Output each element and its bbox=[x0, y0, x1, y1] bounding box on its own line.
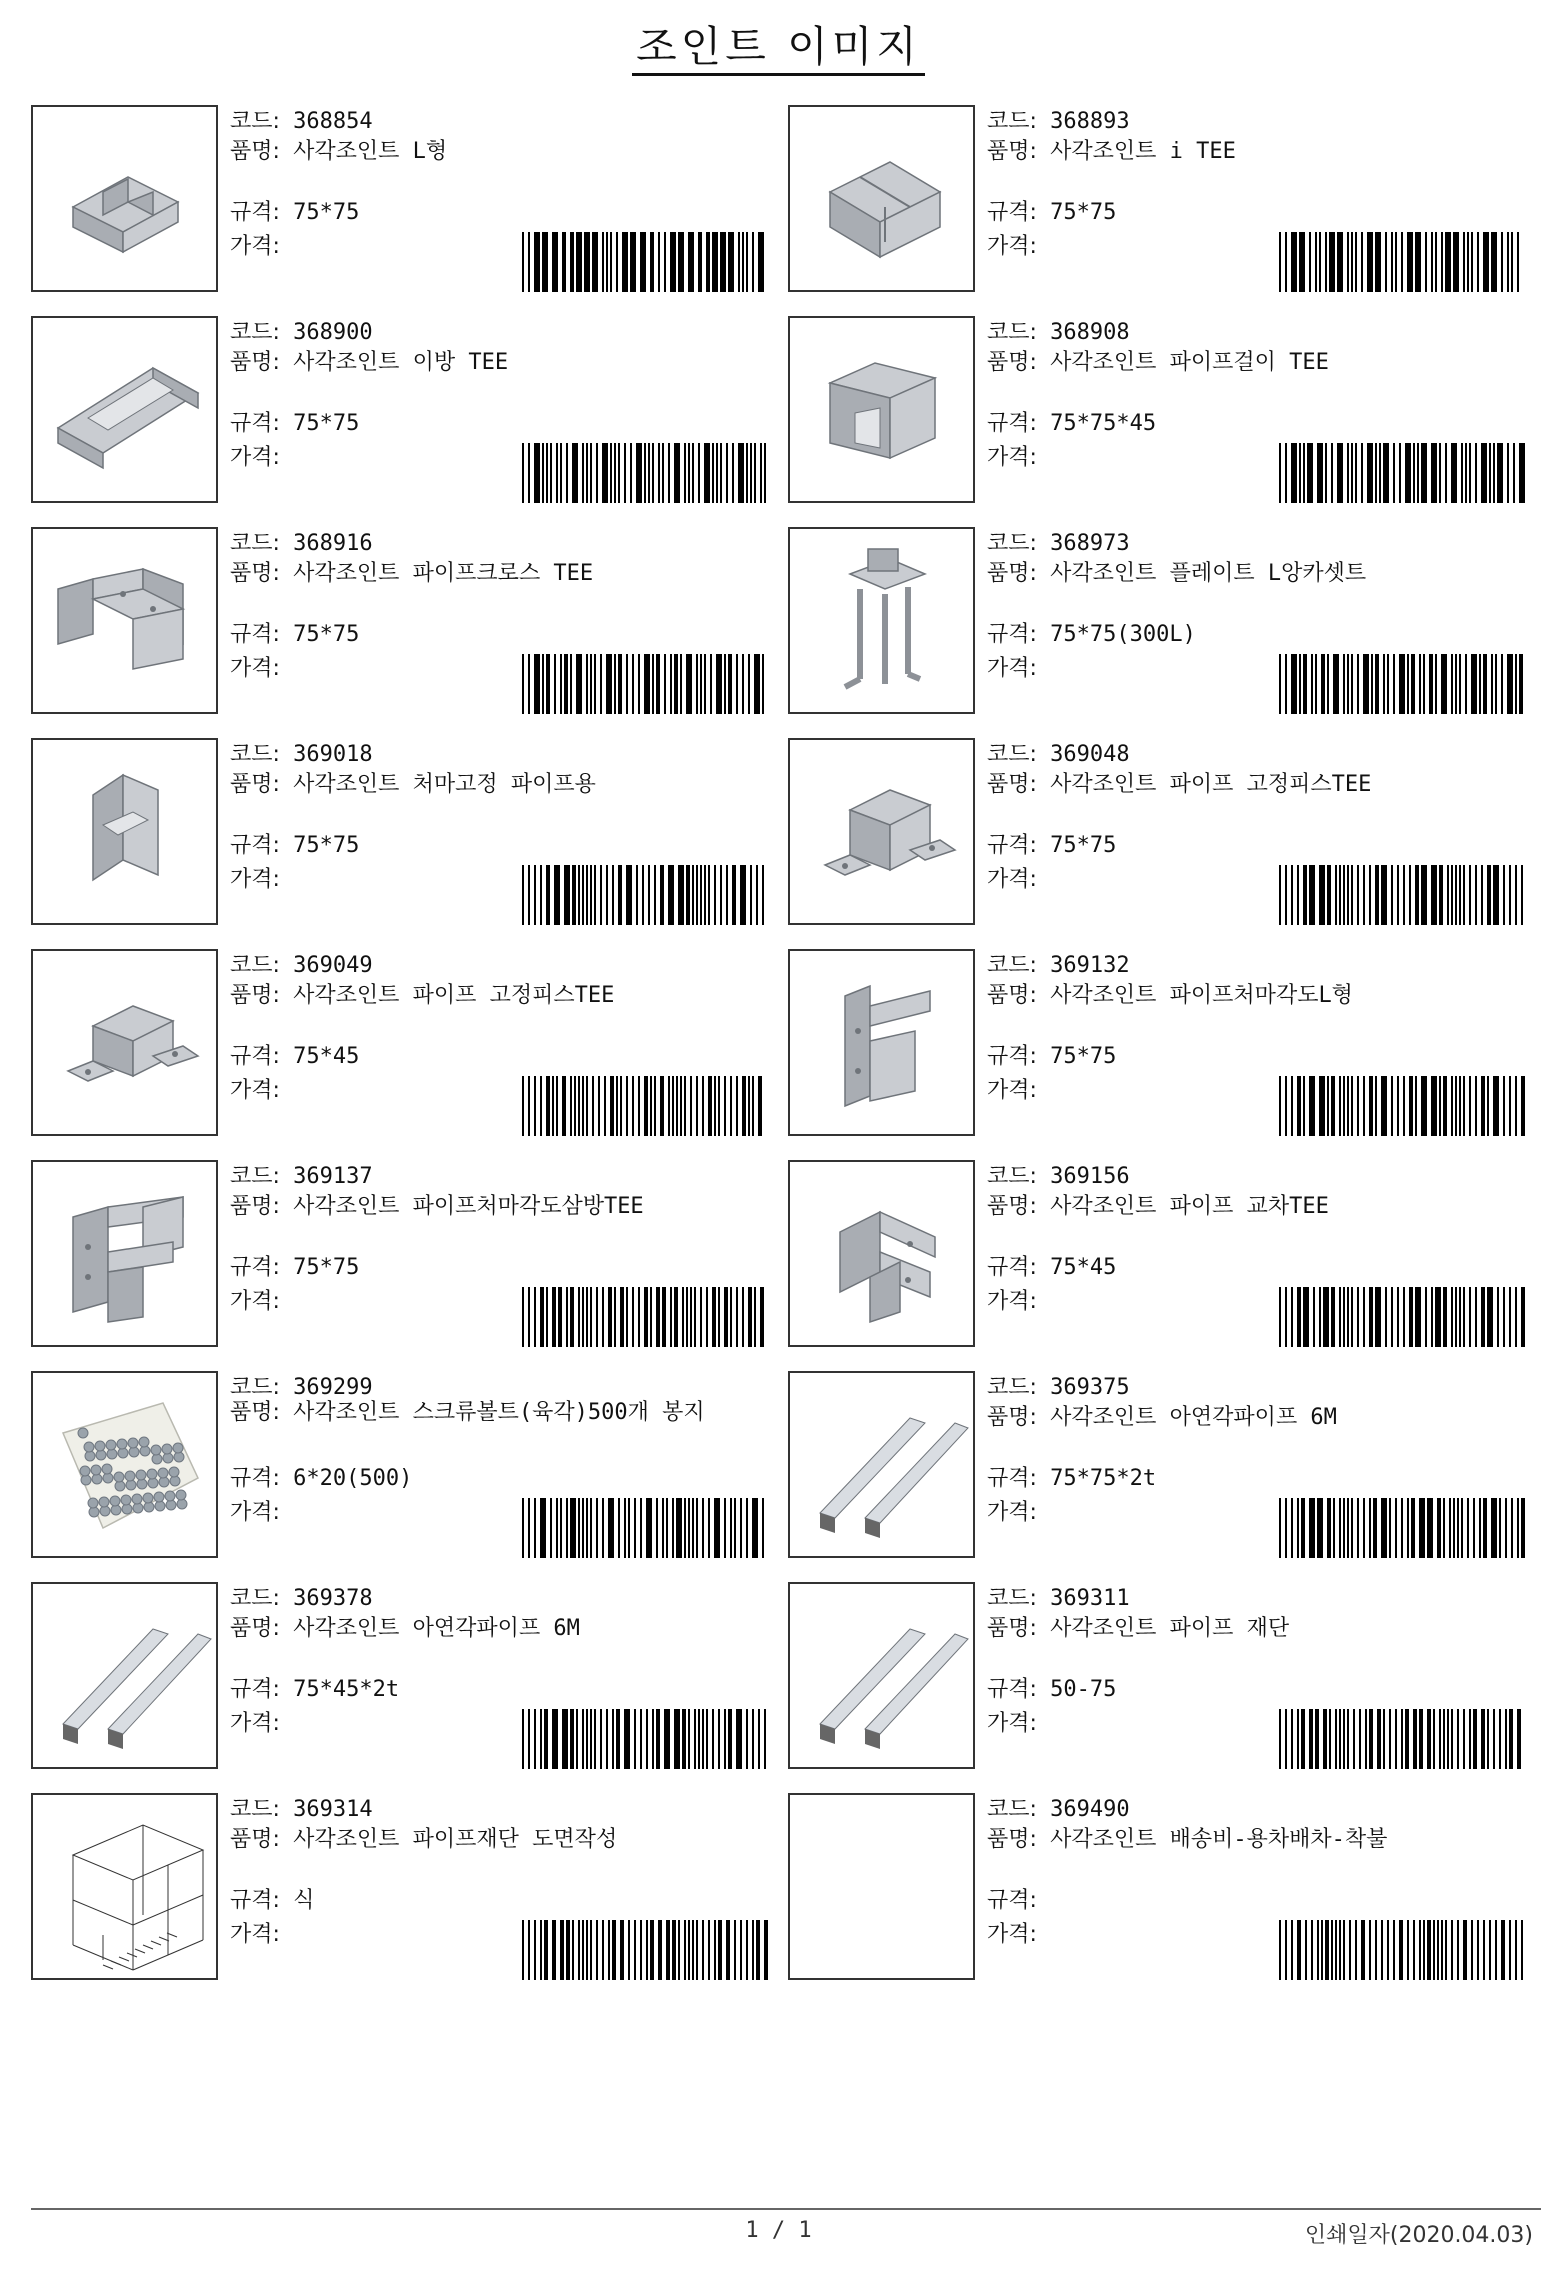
product-spec-row bbox=[230, 1253, 359, 1283]
product-image-two-way-tee bbox=[33, 318, 216, 501]
price-label: 가격: bbox=[230, 1078, 280, 1103]
product-spec-row bbox=[987, 620, 1196, 650]
product-price-row bbox=[230, 443, 280, 473]
barcode bbox=[522, 1709, 770, 1769]
product-code-row bbox=[987, 107, 1130, 137]
product-spec-row bbox=[230, 1042, 359, 1072]
barcode-graphic bbox=[522, 865, 770, 925]
product-image-square-pipe bbox=[790, 1373, 973, 1556]
code-label: 코드: bbox=[230, 1164, 280, 1189]
product-image bbox=[31, 1793, 218, 1980]
barcode bbox=[1279, 443, 1527, 503]
barcode-graphic bbox=[1279, 1709, 1527, 1769]
price-label: 가격: bbox=[230, 1500, 280, 1525]
product-name: 사각조인트 아연각파이프 6M bbox=[1050, 1405, 1337, 1430]
product-image bbox=[31, 738, 218, 925]
product-spec-row bbox=[987, 409, 1156, 439]
code-label: 코드: bbox=[230, 742, 280, 767]
product-image bbox=[31, 949, 218, 1136]
product-code: 369299 bbox=[293, 1375, 373, 1400]
product-code: 368854 bbox=[293, 109, 373, 134]
product-name-row bbox=[987, 1614, 1289, 1644]
product-spec: 75*45 bbox=[293, 1044, 360, 1069]
product-image-eave-angle-3way bbox=[33, 1162, 216, 1345]
name-label: 품명: bbox=[987, 1405, 1037, 1430]
product-image bbox=[31, 1582, 218, 1769]
product-spec-row bbox=[987, 1886, 1037, 1916]
spec-label: 규격: bbox=[987, 833, 1037, 858]
product-price-row bbox=[987, 1076, 1037, 1106]
barcode bbox=[1279, 1709, 1527, 1769]
product-name-row bbox=[230, 1825, 617, 1855]
spec-label: 규격: bbox=[230, 833, 280, 858]
code-label: 코드: bbox=[230, 109, 280, 134]
name-label: 품명: bbox=[987, 1194, 1037, 1219]
product-spec: 75*75 bbox=[1050, 200, 1117, 225]
barcode bbox=[1279, 1498, 1527, 1558]
name-label: 품명: bbox=[230, 772, 280, 797]
product-name-row bbox=[987, 559, 1366, 589]
product-name-row bbox=[230, 559, 593, 589]
product-image bbox=[788, 1371, 975, 1558]
barcode bbox=[1279, 865, 1527, 925]
product-name: 사각조인트 파이프 교차TEE bbox=[1050, 1194, 1329, 1219]
product-code-row bbox=[230, 529, 373, 559]
product-card bbox=[788, 1371, 1528, 1563]
product-name: 사각조인트 파이프재단 도면작성 bbox=[293, 1827, 618, 1852]
code-label: 코드: bbox=[987, 109, 1037, 134]
product-code-row bbox=[230, 1373, 373, 1403]
product-name-row bbox=[987, 981, 1353, 1011]
product-spec: 75*75 bbox=[293, 833, 360, 858]
barcode bbox=[1279, 654, 1527, 714]
spec-label: 규격: bbox=[987, 1466, 1037, 1491]
product-spec-row bbox=[230, 409, 359, 439]
product-code: 369490 bbox=[1050, 1797, 1130, 1822]
product-price-row bbox=[987, 1498, 1037, 1528]
product-image-frame-drawing bbox=[33, 1795, 216, 1978]
spec-label: 규격: bbox=[230, 411, 280, 436]
product-code: 369132 bbox=[1050, 953, 1130, 978]
product-image bbox=[788, 1793, 975, 1980]
barcode-graphic bbox=[522, 443, 770, 503]
product-name-row bbox=[987, 348, 1329, 378]
product-code-row bbox=[987, 1162, 1130, 1192]
product-name-row bbox=[987, 1403, 1337, 1433]
product-image bbox=[31, 105, 218, 292]
product-code-row bbox=[987, 1584, 1130, 1614]
product-image-square-pipe bbox=[790, 1584, 973, 1767]
product-code: 369311 bbox=[1050, 1586, 1130, 1611]
product-spec: 50-75 bbox=[1050, 1677, 1117, 1702]
code-label: 코드: bbox=[230, 531, 280, 556]
product-name-row bbox=[230, 1401, 770, 1425]
page-number: 1 / 1 bbox=[745, 2218, 812, 2243]
product-name: 사각조인트 처마고정 파이프용 bbox=[293, 772, 596, 797]
product-price-row bbox=[230, 865, 280, 895]
barcode-graphic bbox=[522, 1498, 770, 1558]
product-name-row bbox=[987, 137, 1236, 167]
product-name: 사각조인트 플레이트 L앙카셋트 bbox=[1050, 561, 1367, 586]
product-image-i-tee bbox=[790, 107, 973, 290]
product-name: 사각조인트 이방 TEE bbox=[293, 350, 509, 375]
name-label: 품명: bbox=[230, 139, 280, 164]
product-name-row bbox=[230, 1192, 644, 1222]
code-label: 코드: bbox=[987, 320, 1037, 345]
product-spec-row bbox=[230, 620, 359, 650]
spec-label: 규격: bbox=[987, 1044, 1037, 1069]
product-image bbox=[31, 527, 218, 714]
product-code-row bbox=[230, 107, 373, 137]
barcode bbox=[522, 232, 770, 292]
spec-label: 규격: bbox=[987, 200, 1037, 225]
name-label: 품명: bbox=[230, 1194, 280, 1219]
product-name-row bbox=[987, 1825, 1387, 1855]
name-label: 품명: bbox=[230, 561, 280, 586]
product-card bbox=[31, 105, 771, 297]
price-label: 가격: bbox=[987, 867, 1037, 892]
barcode bbox=[522, 865, 770, 925]
product-image-blank bbox=[790, 1795, 973, 1978]
product-code: 368916 bbox=[293, 531, 373, 556]
spec-label: 규격: bbox=[230, 622, 280, 647]
product-code-row bbox=[987, 1373, 1130, 1403]
product-code: 369048 bbox=[1050, 742, 1130, 767]
product-spec: 75*75 bbox=[1050, 833, 1117, 858]
product-name: 사각조인트 L형 bbox=[293, 139, 448, 164]
product-code-row bbox=[230, 1795, 373, 1825]
print-date: 인쇄일자(2020.04.03) bbox=[1304, 2223, 1533, 2248]
product-price-row bbox=[230, 1498, 280, 1528]
product-code-row bbox=[230, 1162, 373, 1192]
product-spec: 75*75*2t bbox=[1050, 1466, 1157, 1491]
product-card bbox=[788, 738, 1528, 930]
spec-label: 규격: bbox=[230, 1044, 280, 1069]
name-label: 품명: bbox=[987, 772, 1037, 797]
barcode-graphic bbox=[1279, 1287, 1527, 1347]
product-name: 사각조인트 스크류볼트(육각)500개 봉지 bbox=[293, 1400, 705, 1425]
product-image-fix-piece-tee bbox=[790, 740, 973, 923]
product-name-row bbox=[230, 1614, 580, 1644]
barcode bbox=[522, 1076, 770, 1136]
product-image bbox=[788, 105, 975, 292]
product-card bbox=[788, 105, 1528, 297]
product-name: 사각조인트 파이프처마각도삼방TEE bbox=[293, 1194, 644, 1219]
product-spec: 75*75*45 bbox=[1050, 411, 1157, 436]
footer-divider bbox=[31, 2208, 1541, 2210]
product-spec-row bbox=[987, 198, 1116, 228]
product-card bbox=[788, 1793, 1528, 1985]
product-spec: 75*45 bbox=[1050, 1255, 1117, 1280]
product-spec-row bbox=[987, 1675, 1116, 1705]
product-price-row bbox=[987, 1709, 1037, 1739]
product-name-row bbox=[987, 1192, 1329, 1222]
barcode bbox=[522, 443, 770, 503]
product-code-row bbox=[230, 1584, 373, 1614]
product-image-cross-tee bbox=[790, 1162, 973, 1345]
barcode-graphic bbox=[1279, 1920, 1527, 1980]
product-image-fix-piece-tee-small bbox=[33, 951, 216, 1134]
barcode-graphic bbox=[522, 1076, 770, 1136]
product-name-row bbox=[230, 981, 614, 1011]
product-code: 369049 bbox=[293, 953, 373, 978]
product-spec: 75*45*2t bbox=[293, 1677, 400, 1702]
product-name: 사각조인트 파이프걸이 TEE bbox=[1050, 350, 1329, 375]
product-price-row bbox=[230, 1287, 280, 1317]
barcode-graphic bbox=[522, 1709, 770, 1769]
product-image-eave-angle-l bbox=[790, 951, 973, 1134]
code-label: 코드: bbox=[230, 320, 280, 345]
product-image-eave-fix bbox=[33, 740, 216, 923]
page-title: 조인트 이미지 bbox=[0, 14, 1557, 74]
name-label: 품명: bbox=[987, 561, 1037, 586]
product-image-anchor-set bbox=[790, 529, 973, 712]
code-label: 코드: bbox=[230, 953, 280, 978]
product-code: 368908 bbox=[1050, 320, 1130, 345]
product-name: 사각조인트 파이프크로스 TEE bbox=[293, 561, 594, 586]
product-price-row bbox=[987, 865, 1037, 895]
product-card bbox=[31, 949, 771, 1141]
price-label: 가격: bbox=[230, 234, 280, 259]
product-card bbox=[788, 949, 1528, 1141]
code-label: 코드: bbox=[987, 1797, 1037, 1822]
barcode-graphic bbox=[1279, 1076, 1527, 1136]
product-code: 369137 bbox=[293, 1164, 373, 1189]
price-label: 가격: bbox=[230, 1711, 280, 1736]
product-price-row bbox=[987, 443, 1037, 473]
spec-label: 규격: bbox=[230, 1466, 280, 1491]
product-price-row bbox=[230, 654, 280, 684]
product-code-row bbox=[987, 318, 1130, 348]
product-spec: 75*75 bbox=[293, 200, 360, 225]
product-spec-row bbox=[230, 198, 359, 228]
product-spec: 6*20(500) bbox=[293, 1466, 413, 1491]
product-spec-row bbox=[230, 1886, 314, 1916]
product-price-row bbox=[230, 1709, 280, 1739]
barcode-graphic bbox=[522, 1287, 770, 1347]
product-spec: 75*75 bbox=[293, 622, 360, 647]
product-card bbox=[788, 316, 1528, 508]
product-card bbox=[31, 1582, 771, 1774]
product-image bbox=[788, 527, 975, 714]
product-spec: 식 bbox=[293, 1888, 315, 1913]
product-code: 369378 bbox=[293, 1586, 373, 1611]
product-spec-row bbox=[987, 1464, 1156, 1494]
code-label: 코드: bbox=[987, 742, 1037, 767]
barcode-graphic bbox=[1279, 1498, 1527, 1558]
product-price-row bbox=[230, 1920, 280, 1950]
product-image bbox=[788, 1160, 975, 1347]
product-name: 사각조인트 파이프 고정피스TEE bbox=[293, 983, 615, 1008]
barcode-graphic bbox=[1279, 443, 1527, 503]
spec-label: 규격: bbox=[230, 1677, 280, 1702]
product-price-row bbox=[987, 654, 1037, 684]
barcode bbox=[522, 654, 770, 714]
price-label: 가격: bbox=[987, 1711, 1037, 1736]
product-card bbox=[788, 1582, 1528, 1774]
name-label: 품명: bbox=[987, 1827, 1037, 1852]
name-label: 품명: bbox=[230, 983, 280, 1008]
product-code: 368893 bbox=[1050, 109, 1130, 134]
spec-label: 규격: bbox=[987, 622, 1037, 647]
product-spec-row bbox=[987, 1253, 1116, 1283]
name-label: 품명: bbox=[987, 983, 1037, 1008]
barcode-graphic bbox=[1279, 865, 1527, 925]
spec-label: 규격: bbox=[230, 1255, 280, 1280]
name-label: 품명: bbox=[987, 350, 1037, 375]
product-code: 369018 bbox=[293, 742, 373, 767]
barcode bbox=[1279, 232, 1527, 292]
barcode-graphic bbox=[1279, 654, 1527, 714]
product-price-row bbox=[230, 232, 280, 262]
barcode bbox=[1279, 1920, 1527, 1980]
price-label: 가격: bbox=[987, 1078, 1037, 1103]
barcode bbox=[1279, 1076, 1527, 1136]
name-label: 품명: bbox=[987, 1616, 1037, 1641]
product-name: 사각조인트 파이프 재단 bbox=[1050, 1616, 1290, 1641]
product-code-row bbox=[987, 529, 1130, 559]
name-label: 품명: bbox=[230, 1400, 280, 1425]
price-label: 가격: bbox=[230, 1289, 280, 1314]
product-image-pipe-hanger-tee bbox=[790, 318, 973, 501]
product-image-pipe-cross-tee bbox=[33, 529, 216, 712]
price-label: 가격: bbox=[230, 1922, 280, 1947]
product-card bbox=[788, 527, 1528, 719]
product-code: 369314 bbox=[293, 1797, 373, 1822]
product-card bbox=[788, 1160, 1528, 1352]
price-label: 가격: bbox=[987, 1289, 1037, 1314]
spec-label: 규격: bbox=[987, 1677, 1037, 1702]
product-card bbox=[31, 1160, 771, 1352]
product-card bbox=[31, 527, 771, 719]
barcode bbox=[1279, 1287, 1527, 1347]
product-card bbox=[31, 1793, 771, 1985]
spec-label: 규격: bbox=[230, 200, 280, 225]
barcode-graphic bbox=[522, 232, 770, 292]
product-image bbox=[788, 738, 975, 925]
product-code-row bbox=[230, 951, 373, 981]
product-card bbox=[31, 1371, 771, 1563]
product-name: 사각조인트 i TEE bbox=[1050, 139, 1236, 164]
name-label: 품명: bbox=[230, 350, 280, 375]
product-code: 369156 bbox=[1050, 1164, 1130, 1189]
product-code-row bbox=[987, 1795, 1130, 1825]
product-image-l-joint bbox=[33, 107, 216, 290]
product-spec-row bbox=[987, 831, 1116, 861]
product-image bbox=[788, 949, 975, 1136]
product-image bbox=[31, 1371, 218, 1558]
price-label: 가격: bbox=[230, 656, 280, 681]
product-price-row bbox=[987, 1920, 1037, 1950]
product-image-square-pipe bbox=[33, 1584, 216, 1767]
product-code: 369375 bbox=[1050, 1375, 1130, 1400]
product-image bbox=[31, 316, 218, 503]
product-name-row bbox=[230, 137, 447, 167]
barcode bbox=[522, 1498, 770, 1558]
product-spec: 75*75 bbox=[1050, 1044, 1117, 1069]
barcode-graphic bbox=[1279, 232, 1527, 292]
product-code-row bbox=[230, 740, 373, 770]
price-label: 가격: bbox=[230, 867, 280, 892]
spec-label: 규격: bbox=[230, 1888, 280, 1913]
product-spec: 75*75(300L) bbox=[1050, 622, 1196, 647]
code-label: 코드: bbox=[987, 1375, 1037, 1400]
product-price-row bbox=[987, 232, 1037, 262]
product-name: 사각조인트 배송비-용차배차-착불 bbox=[1050, 1827, 1388, 1852]
price-label: 가격: bbox=[230, 445, 280, 470]
product-name-row bbox=[230, 770, 596, 800]
product-code-row bbox=[230, 318, 373, 348]
price-label: 가격: bbox=[987, 445, 1037, 470]
code-label: 코드: bbox=[987, 1164, 1037, 1189]
product-image bbox=[788, 316, 975, 503]
price-label: 가격: bbox=[987, 234, 1037, 259]
code-label: 코드: bbox=[987, 531, 1037, 556]
product-code: 368900 bbox=[293, 320, 373, 345]
product-card bbox=[31, 738, 771, 930]
product-spec-row bbox=[230, 1464, 412, 1494]
product-spec: 75*75 bbox=[293, 411, 360, 436]
product-image bbox=[788, 1582, 975, 1769]
name-label: 품명: bbox=[987, 139, 1037, 164]
code-label: 코드: bbox=[230, 1797, 280, 1822]
product-name: 사각조인트 파이프 고정피스TEE bbox=[1050, 772, 1372, 797]
product-spec-row bbox=[230, 831, 359, 861]
product-code: 368973 bbox=[1050, 531, 1130, 556]
spec-label: 규격: bbox=[987, 1255, 1037, 1280]
product-spec: 75*75 bbox=[293, 1255, 360, 1280]
price-label: 가격: bbox=[987, 656, 1037, 681]
code-label: 코드: bbox=[230, 1375, 280, 1400]
product-price-row bbox=[230, 1076, 280, 1106]
code-label: 코드: bbox=[230, 1586, 280, 1611]
price-label: 가격: bbox=[987, 1922, 1037, 1947]
barcode bbox=[522, 1287, 770, 1347]
barcode-graphic bbox=[522, 1920, 770, 1980]
product-code-row bbox=[987, 951, 1130, 981]
code-label: 코드: bbox=[987, 953, 1037, 978]
barcode bbox=[522, 1920, 770, 1980]
barcode-graphic bbox=[522, 654, 770, 714]
name-label: 품명: bbox=[230, 1827, 280, 1852]
product-name: 사각조인트 아연각파이프 6M bbox=[293, 1616, 580, 1641]
product-spec-row bbox=[987, 1042, 1116, 1072]
spec-label: 규격: bbox=[987, 411, 1037, 436]
spec-label: 규격: bbox=[987, 1888, 1037, 1913]
price-label: 가격: bbox=[987, 1500, 1037, 1525]
product-code-row bbox=[987, 740, 1130, 770]
product-card bbox=[31, 316, 771, 508]
product-image-screw-bag bbox=[33, 1373, 216, 1556]
product-image bbox=[31, 1160, 218, 1347]
product-name: 사각조인트 파이프처마각도L형 bbox=[1050, 983, 1353, 1008]
product-price-row bbox=[987, 1287, 1037, 1317]
product-name-row bbox=[987, 770, 1371, 800]
product-spec-row bbox=[230, 1675, 399, 1705]
product-name-row bbox=[230, 348, 508, 378]
code-label: 코드: bbox=[987, 1586, 1037, 1611]
name-label: 품명: bbox=[230, 1616, 280, 1641]
